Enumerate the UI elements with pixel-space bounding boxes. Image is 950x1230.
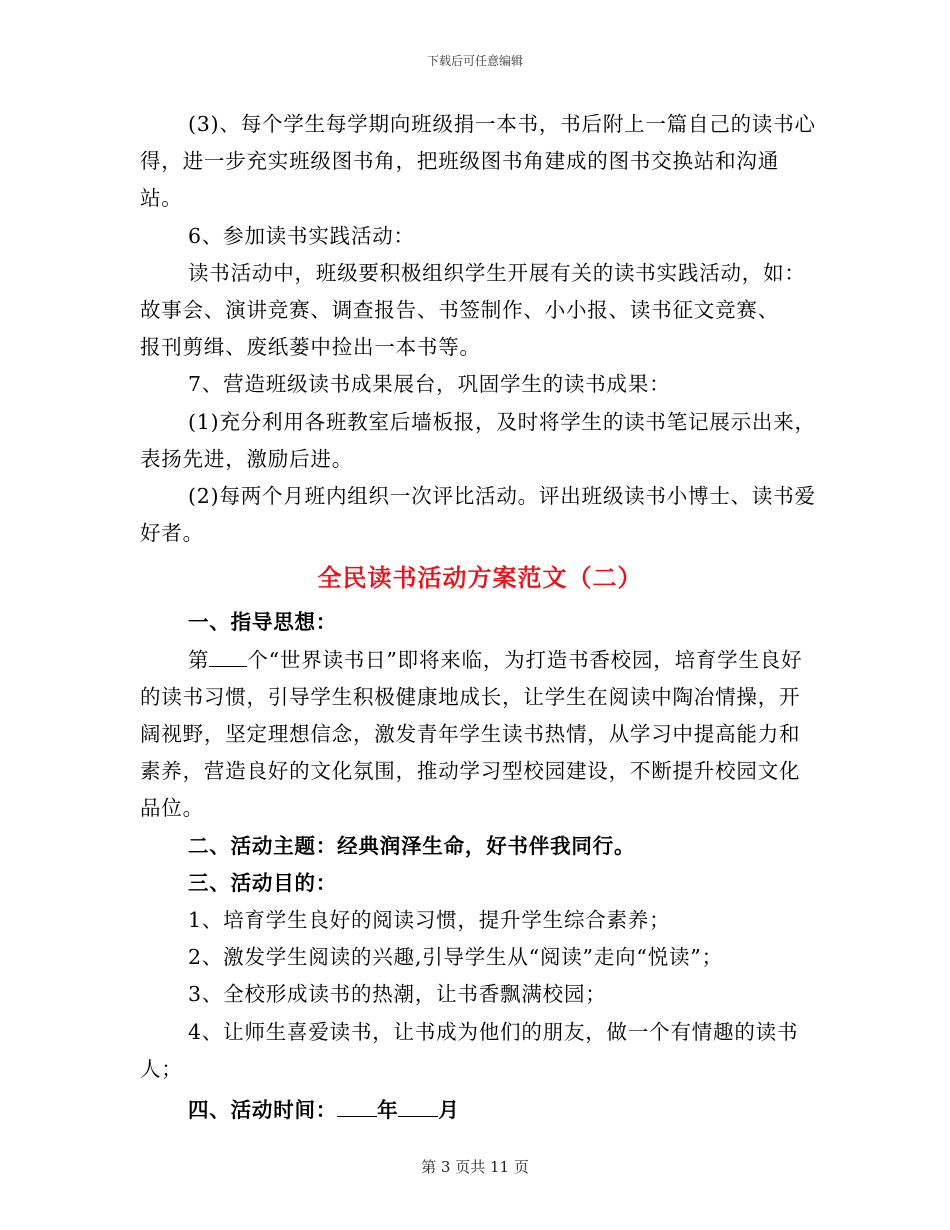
guiding-ideology-text [140,642,820,828]
activity-theme: 二、活动主题：经典润泽生命，好书伴我同行。 [188,833,636,858]
purpose-item-2: 2、激发学生阅读的兴趣,引导学生从“阅读”走向“悦读”； [188,945,723,970]
reading-activities-list-end: 报刊剪缉、废纸蒌中捡出一本书等。 [140,335,481,360]
guiding-ideology-heading: 一、指导思想： [188,610,338,635]
document-body [140,106,820,1129]
guiding-text-rest: 个“世界读书日”即将来临，为打造书香校园，培育学生良好的读书习惯，引导学生积极健康地成长，让学生在阅读中陶冶情操，开阔视野，坚定理想信念，激发青年学生读书热情，从学习中提高能力和素养，营造良好的文化氛围，推动学习型校园建设，不断提升校园文化品位。 [140,647,803,821]
activity-purpose-heading: 三、活动目的： [188,870,338,895]
purpose-item-4: 4、让师生喜爱读书，让书成为他们的朋友，做一个有情趣的读书人； [140,1019,799,1081]
item-7-1: (1)充分利用各班教室后墙板报，及时将学生的读书笔记展示出来，表扬先进，激励后进。 [140,409,816,471]
purpose-item-1: 1、培育学生良好的阅读习惯，提升学生综合素养； [188,908,671,933]
year-blank [337,1098,377,1117]
item-7-2: (2)每两个月班内组织一次评比活动。评出班级读书小博士、读书爱好者。 [140,484,816,546]
activity-time-label: 四、活动时间： [188,1098,338,1123]
item-6-heading: 6、参加读书实践活动： [188,223,415,248]
blank-field [209,648,247,667]
paragraph-3: (3)、每个学生每学期向班级捐一本书，书后附上一篇自己的读书心得，进一步充实班级图书角，把班级图书角建成的图书交换站和沟通站。 [140,112,816,211]
guiding-text-start: 第 [188,647,210,672]
month-blank [398,1098,438,1117]
month-label: 月 [438,1098,460,1123]
page-header: 下载后可任意编辑 [426,54,523,68]
reading-activities-list: 故事会、演讲竞赛、调查报告、书签制作、小小报、读书征文竞赛、 [140,298,779,323]
section-title: 全民读书活动方案范文（二） [317,563,643,593]
item-7-heading: 7、营造班级读书成果展台，巩固学生的读书成果： [188,372,671,397]
purpose-item-3: 3、全校形成读书的热潮，让书香飘满校园； [188,982,607,1007]
reading-activities-intro: 读书活动中，班级要积极组织学生开展有关的读书实践活动，如： [188,260,806,285]
year-label: 年 [377,1098,399,1123]
page-footer: 第 3 页共 11 页 [421,1158,529,1176]
activity-time [140,1092,820,1129]
